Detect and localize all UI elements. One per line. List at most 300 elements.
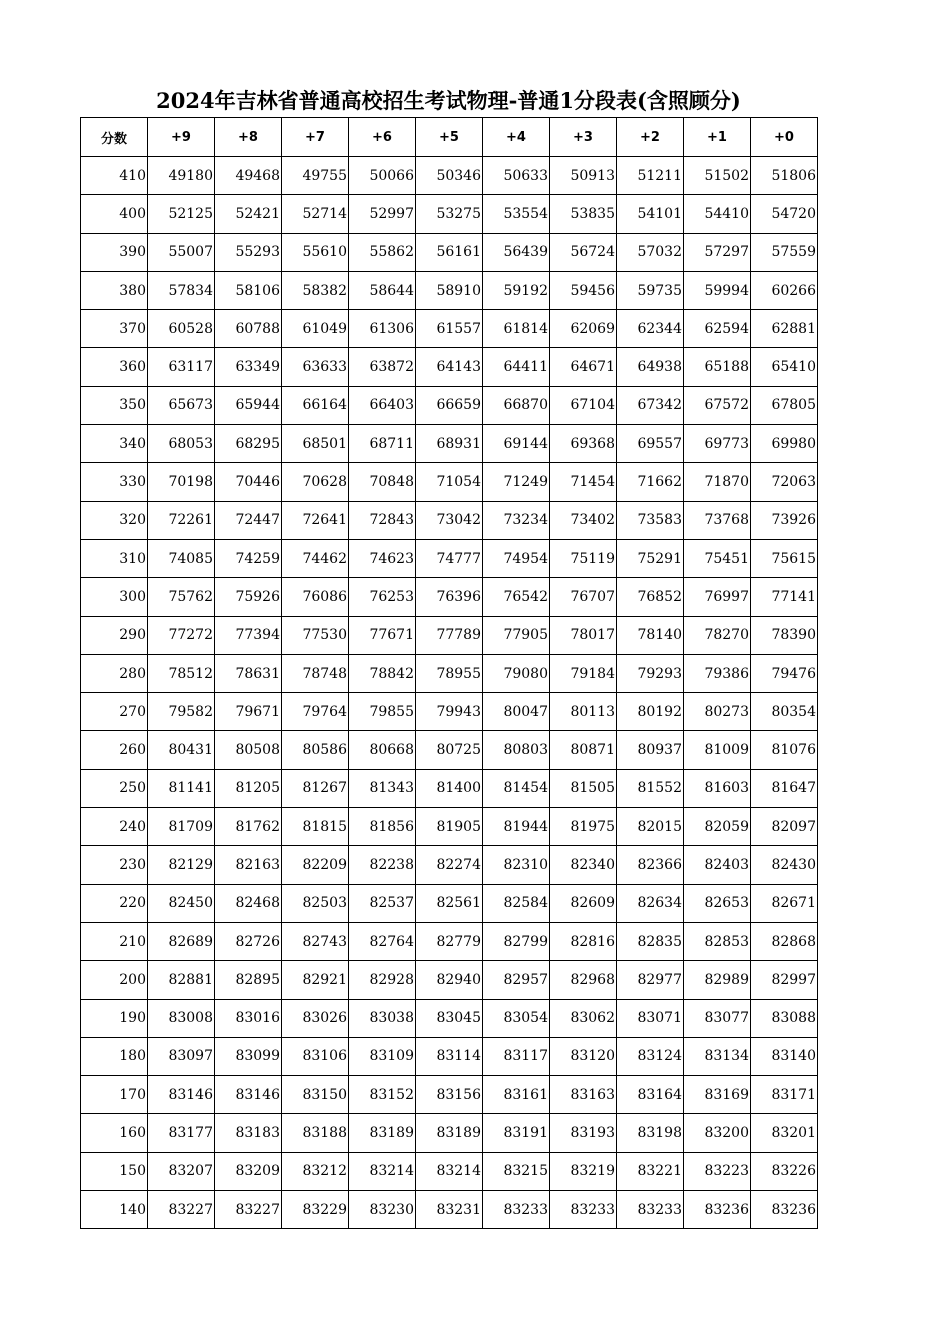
table-row xyxy=(81,731,818,769)
table-row xyxy=(81,1037,818,1075)
table-row xyxy=(81,1152,818,1190)
cumulative-count-cell: 83221 xyxy=(617,1152,684,1190)
column-header-offset: +8 xyxy=(215,118,282,157)
cumulative-count-cell: 80871 xyxy=(550,731,617,769)
cumulative-count-cell: 82835 xyxy=(617,922,684,960)
cumulative-count-cell: 78512 xyxy=(148,654,215,692)
cumulative-count-cell: 81856 xyxy=(349,808,416,846)
cumulative-count-cell: 82853 xyxy=(684,922,751,960)
cumulative-count-cell: 63349 xyxy=(215,348,282,386)
cumulative-count-cell: 83193 xyxy=(550,1114,617,1152)
cumulative-count-cell: 83183 xyxy=(215,1114,282,1152)
score-cell: 170 xyxy=(81,1076,148,1114)
score-distribution-table xyxy=(80,117,818,1229)
cumulative-count-cell: 72843 xyxy=(349,501,416,539)
cumulative-count-cell: 79293 xyxy=(617,654,684,692)
cumulative-count-cell: 66659 xyxy=(416,386,483,424)
cumulative-count-cell: 82537 xyxy=(349,884,416,922)
cumulative-count-cell: 83191 xyxy=(483,1114,550,1152)
cumulative-count-cell: 57297 xyxy=(684,233,751,271)
score-cell: 210 xyxy=(81,922,148,960)
cumulative-count-cell: 83134 xyxy=(684,1037,751,1075)
cumulative-count-cell: 82816 xyxy=(550,922,617,960)
cumulative-count-cell: 82726 xyxy=(215,922,282,960)
score-cell: 190 xyxy=(81,999,148,1037)
cumulative-count-cell: 80937 xyxy=(617,731,684,769)
table-row xyxy=(81,769,818,807)
table-row xyxy=(81,616,818,654)
cumulative-count-cell: 76542 xyxy=(483,578,550,616)
cumulative-count-cell: 82779 xyxy=(416,922,483,960)
cumulative-count-cell: 82895 xyxy=(215,961,282,999)
cumulative-count-cell: 81975 xyxy=(550,808,617,846)
cumulative-count-cell: 79764 xyxy=(282,693,349,731)
cumulative-count-cell: 55007 xyxy=(148,233,215,271)
cumulative-count-cell: 76707 xyxy=(550,578,617,616)
cumulative-count-cell: 57834 xyxy=(148,271,215,309)
cumulative-count-cell: 78748 xyxy=(282,654,349,692)
cumulative-count-cell: 82468 xyxy=(215,884,282,922)
cumulative-count-cell: 79943 xyxy=(416,693,483,731)
cumulative-count-cell: 83106 xyxy=(282,1037,349,1075)
cumulative-count-cell: 66870 xyxy=(483,386,550,424)
cumulative-count-cell: 79386 xyxy=(684,654,751,692)
cumulative-count-cell: 83233 xyxy=(483,1191,550,1229)
cumulative-count-cell: 83214 xyxy=(416,1152,483,1190)
cumulative-count-cell: 83109 xyxy=(349,1037,416,1075)
score-cell: 260 xyxy=(81,731,148,769)
cumulative-count-cell: 82940 xyxy=(416,961,483,999)
cumulative-count-cell: 73768 xyxy=(684,501,751,539)
table-row xyxy=(81,1191,818,1229)
cumulative-count-cell: 82921 xyxy=(282,961,349,999)
cumulative-count-cell: 67104 xyxy=(550,386,617,424)
score-cell: 330 xyxy=(81,463,148,501)
cumulative-count-cell: 62069 xyxy=(550,310,617,348)
cumulative-count-cell: 77789 xyxy=(416,616,483,654)
cumulative-count-cell: 72641 xyxy=(282,501,349,539)
score-cell: 300 xyxy=(81,578,148,616)
table-row xyxy=(81,425,818,463)
cumulative-count-cell: 83146 xyxy=(215,1076,282,1114)
cumulative-count-cell: 49468 xyxy=(215,157,282,195)
cumulative-count-cell: 80354 xyxy=(751,693,818,731)
cumulative-count-cell: 83207 xyxy=(148,1152,215,1190)
score-cell: 240 xyxy=(81,808,148,846)
cumulative-count-cell: 51502 xyxy=(684,157,751,195)
cumulative-count-cell: 78140 xyxy=(617,616,684,654)
cumulative-count-cell: 83054 xyxy=(483,999,550,1037)
cumulative-count-cell: 81343 xyxy=(349,769,416,807)
cumulative-count-cell: 83099 xyxy=(215,1037,282,1075)
table-row xyxy=(81,271,818,309)
cumulative-count-cell: 81141 xyxy=(148,769,215,807)
cumulative-count-cell: 65944 xyxy=(215,386,282,424)
cumulative-count-cell: 60528 xyxy=(148,310,215,348)
cumulative-count-cell: 78631 xyxy=(215,654,282,692)
cumulative-count-cell: 52421 xyxy=(215,195,282,233)
cumulative-count-cell: 83230 xyxy=(349,1191,416,1229)
cumulative-count-cell: 80803 xyxy=(483,731,550,769)
cumulative-count-cell: 66403 xyxy=(349,386,416,424)
cumulative-count-cell: 69980 xyxy=(751,425,818,463)
cumulative-count-cell: 83038 xyxy=(349,999,416,1037)
cumulative-count-cell: 83226 xyxy=(751,1152,818,1190)
column-header-score: 分数 xyxy=(81,118,148,157)
cumulative-count-cell: 68053 xyxy=(148,425,215,463)
cumulative-count-cell: 78955 xyxy=(416,654,483,692)
score-cell: 230 xyxy=(81,846,148,884)
table-row xyxy=(81,501,818,539)
cumulative-count-cell: 83071 xyxy=(617,999,684,1037)
cumulative-count-cell: 82430 xyxy=(751,846,818,884)
table-row xyxy=(81,961,818,999)
table-row xyxy=(81,463,818,501)
cumulative-count-cell: 82310 xyxy=(483,846,550,884)
cumulative-count-cell: 61049 xyxy=(282,310,349,348)
table-row xyxy=(81,195,818,233)
cumulative-count-cell: 65188 xyxy=(684,348,751,386)
cumulative-count-cell: 51806 xyxy=(751,157,818,195)
cumulative-count-cell: 83152 xyxy=(349,1076,416,1114)
cumulative-count-cell: 49180 xyxy=(148,157,215,195)
cumulative-count-cell: 82928 xyxy=(349,961,416,999)
cumulative-count-cell: 81944 xyxy=(483,808,550,846)
cumulative-count-cell: 83062 xyxy=(550,999,617,1037)
cumulative-count-cell: 82653 xyxy=(684,884,751,922)
table-row xyxy=(81,693,818,731)
cumulative-count-cell: 81905 xyxy=(416,808,483,846)
column-header-offset: +9 xyxy=(148,118,215,157)
cumulative-count-cell: 78017 xyxy=(550,616,617,654)
cumulative-count-cell: 82450 xyxy=(148,884,215,922)
cumulative-count-cell: 82129 xyxy=(148,846,215,884)
cumulative-count-cell: 68295 xyxy=(215,425,282,463)
cumulative-count-cell: 82743 xyxy=(282,922,349,960)
table-row xyxy=(81,157,818,195)
score-cell: 350 xyxy=(81,386,148,424)
cumulative-count-cell: 72063 xyxy=(751,463,818,501)
score-cell: 250 xyxy=(81,769,148,807)
cumulative-count-cell: 59994 xyxy=(684,271,751,309)
score-cell: 290 xyxy=(81,616,148,654)
cumulative-count-cell: 82968 xyxy=(550,961,617,999)
cumulative-count-cell: 67572 xyxy=(684,386,751,424)
cumulative-count-cell: 59456 xyxy=(550,271,617,309)
table-row xyxy=(81,348,818,386)
cumulative-count-cell: 82238 xyxy=(349,846,416,884)
cumulative-count-cell: 64938 xyxy=(617,348,684,386)
column-header-offset: +6 xyxy=(349,118,416,157)
cumulative-count-cell: 50346 xyxy=(416,157,483,195)
cumulative-count-cell: 82209 xyxy=(282,846,349,884)
cumulative-count-cell: 73402 xyxy=(550,501,617,539)
table-row xyxy=(81,999,818,1037)
cumulative-count-cell: 58910 xyxy=(416,271,483,309)
cumulative-count-cell: 80431 xyxy=(148,731,215,769)
cumulative-count-cell: 61306 xyxy=(349,310,416,348)
cumulative-count-cell: 82977 xyxy=(617,961,684,999)
cumulative-count-cell: 77272 xyxy=(148,616,215,654)
cumulative-count-cell: 71054 xyxy=(416,463,483,501)
cumulative-count-cell: 58106 xyxy=(215,271,282,309)
column-header-offset: +1 xyxy=(684,118,751,157)
cumulative-count-cell: 80192 xyxy=(617,693,684,731)
cumulative-count-cell: 65410 xyxy=(751,348,818,386)
cumulative-count-cell: 82015 xyxy=(617,808,684,846)
cumulative-count-cell: 53275 xyxy=(416,195,483,233)
cumulative-count-cell: 75926 xyxy=(215,578,282,616)
cumulative-count-cell: 77530 xyxy=(282,616,349,654)
cumulative-count-cell: 82059 xyxy=(684,808,751,846)
cumulative-count-cell: 83236 xyxy=(684,1191,751,1229)
cumulative-count-cell: 83117 xyxy=(483,1037,550,1075)
cumulative-count-cell: 83026 xyxy=(282,999,349,1037)
cumulative-count-cell: 65673 xyxy=(148,386,215,424)
cumulative-count-cell: 78270 xyxy=(684,616,751,654)
cumulative-count-cell: 78390 xyxy=(751,616,818,654)
cumulative-count-cell: 83008 xyxy=(148,999,215,1037)
cumulative-count-cell: 74462 xyxy=(282,539,349,577)
cumulative-count-cell: 83177 xyxy=(148,1114,215,1152)
cumulative-count-cell: 82097 xyxy=(751,808,818,846)
column-header-offset: +5 xyxy=(416,118,483,157)
column-header-offset: +3 xyxy=(550,118,617,157)
cumulative-count-cell: 83140 xyxy=(751,1037,818,1075)
cumulative-count-cell: 52125 xyxy=(148,195,215,233)
score-cell: 320 xyxy=(81,501,148,539)
cumulative-count-cell: 52997 xyxy=(349,195,416,233)
score-cell: 380 xyxy=(81,271,148,309)
cumulative-count-cell: 83236 xyxy=(751,1191,818,1229)
cumulative-count-cell: 83097 xyxy=(148,1037,215,1075)
cumulative-count-cell: 83189 xyxy=(416,1114,483,1152)
cumulative-count-cell: 83120 xyxy=(550,1037,617,1075)
cumulative-count-cell: 83163 xyxy=(550,1076,617,1114)
cumulative-count-cell: 75762 xyxy=(148,578,215,616)
cumulative-count-cell: 83201 xyxy=(751,1114,818,1152)
cumulative-count-cell: 70446 xyxy=(215,463,282,501)
cumulative-count-cell: 76253 xyxy=(349,578,416,616)
cumulative-count-cell: 82340 xyxy=(550,846,617,884)
cumulative-count-cell: 81603 xyxy=(684,769,751,807)
score-cell: 270 xyxy=(81,693,148,731)
table-row xyxy=(81,386,818,424)
cumulative-count-cell: 53554 xyxy=(483,195,550,233)
cumulative-count-cell: 82764 xyxy=(349,922,416,960)
table-row xyxy=(81,233,818,271)
cumulative-count-cell: 83227 xyxy=(215,1191,282,1229)
cumulative-count-cell: 74954 xyxy=(483,539,550,577)
cumulative-count-cell: 83045 xyxy=(416,999,483,1037)
cumulative-count-cell: 82868 xyxy=(751,922,818,960)
cumulative-count-cell: 83233 xyxy=(617,1191,684,1229)
score-cell: 310 xyxy=(81,539,148,577)
cumulative-count-cell: 73926 xyxy=(751,501,818,539)
score-cell: 180 xyxy=(81,1037,148,1075)
cumulative-count-cell: 82989 xyxy=(684,961,751,999)
cumulative-count-cell: 83215 xyxy=(483,1152,550,1190)
cumulative-count-cell: 82609 xyxy=(550,884,617,922)
cumulative-count-cell: 57559 xyxy=(751,233,818,271)
table-row xyxy=(81,1076,818,1114)
cumulative-count-cell: 62344 xyxy=(617,310,684,348)
cumulative-count-cell: 49755 xyxy=(282,157,349,195)
cumulative-count-cell: 81709 xyxy=(148,808,215,846)
cumulative-count-cell: 71249 xyxy=(483,463,550,501)
cumulative-count-cell: 70198 xyxy=(148,463,215,501)
table-row xyxy=(81,846,818,884)
cumulative-count-cell: 80668 xyxy=(349,731,416,769)
cumulative-count-cell: 76086 xyxy=(282,578,349,616)
cumulative-count-cell: 77905 xyxy=(483,616,550,654)
cumulative-count-cell: 61557 xyxy=(416,310,483,348)
cumulative-count-cell: 83150 xyxy=(282,1076,349,1114)
cumulative-count-cell: 81815 xyxy=(282,808,349,846)
cumulative-count-cell: 68931 xyxy=(416,425,483,463)
cumulative-count-cell: 75615 xyxy=(751,539,818,577)
cumulative-count-cell: 60788 xyxy=(215,310,282,348)
cumulative-count-cell: 82366 xyxy=(617,846,684,884)
column-header-offset: +0 xyxy=(751,118,818,157)
cumulative-count-cell: 73583 xyxy=(617,501,684,539)
table-row xyxy=(81,578,818,616)
cumulative-count-cell: 53835 xyxy=(550,195,617,233)
cumulative-count-cell: 80508 xyxy=(215,731,282,769)
cumulative-count-cell: 78842 xyxy=(349,654,416,692)
cumulative-count-cell: 56439 xyxy=(483,233,550,271)
cumulative-count-cell: 66164 xyxy=(282,386,349,424)
cumulative-count-cell: 67342 xyxy=(617,386,684,424)
table-row xyxy=(81,884,818,922)
cumulative-count-cell: 83146 xyxy=(148,1076,215,1114)
score-cell: 400 xyxy=(81,195,148,233)
cumulative-count-cell: 81505 xyxy=(550,769,617,807)
cumulative-count-cell: 75119 xyxy=(550,539,617,577)
cumulative-count-cell: 80725 xyxy=(416,731,483,769)
cumulative-count-cell: 64671 xyxy=(550,348,617,386)
cumulative-count-cell: 72261 xyxy=(148,501,215,539)
cumulative-count-cell: 81647 xyxy=(751,769,818,807)
score-cell: 340 xyxy=(81,425,148,463)
cumulative-count-cell: 80047 xyxy=(483,693,550,731)
cumulative-count-cell: 76852 xyxy=(617,578,684,616)
cumulative-count-cell: 80113 xyxy=(550,693,617,731)
cumulative-count-cell: 79582 xyxy=(148,693,215,731)
score-cell: 370 xyxy=(81,310,148,348)
cumulative-count-cell: 82561 xyxy=(416,884,483,922)
table-row xyxy=(81,922,818,960)
cumulative-count-cell: 67805 xyxy=(751,386,818,424)
column-header-offset: +2 xyxy=(617,118,684,157)
table-row xyxy=(81,808,818,846)
cumulative-count-cell: 83219 xyxy=(550,1152,617,1190)
cumulative-count-cell: 68501 xyxy=(282,425,349,463)
cumulative-count-cell: 82584 xyxy=(483,884,550,922)
cumulative-count-cell: 73234 xyxy=(483,501,550,539)
cumulative-count-cell: 83229 xyxy=(282,1191,349,1229)
cumulative-count-cell: 58382 xyxy=(282,271,349,309)
cumulative-count-cell: 68711 xyxy=(349,425,416,463)
table-row xyxy=(81,1114,818,1152)
cumulative-count-cell: 71870 xyxy=(684,463,751,501)
cumulative-count-cell: 83227 xyxy=(148,1191,215,1229)
cumulative-count-cell: 77141 xyxy=(751,578,818,616)
cumulative-count-cell: 79855 xyxy=(349,693,416,731)
cumulative-count-cell: 69144 xyxy=(483,425,550,463)
cumulative-count-cell: 82274 xyxy=(416,846,483,884)
cumulative-count-cell: 50913 xyxy=(550,157,617,195)
cumulative-count-cell: 82689 xyxy=(148,922,215,960)
cumulative-count-cell: 81267 xyxy=(282,769,349,807)
cumulative-count-cell: 75451 xyxy=(684,539,751,577)
cumulative-count-cell: 82957 xyxy=(483,961,550,999)
cumulative-count-cell: 77394 xyxy=(215,616,282,654)
cumulative-count-cell: 63872 xyxy=(349,348,416,386)
cumulative-count-cell: 55862 xyxy=(349,233,416,271)
cumulative-count-cell: 74259 xyxy=(215,539,282,577)
cumulative-count-cell: 83209 xyxy=(215,1152,282,1190)
cumulative-count-cell: 61814 xyxy=(483,310,550,348)
cumulative-count-cell: 54101 xyxy=(617,195,684,233)
cumulative-count-cell: 69773 xyxy=(684,425,751,463)
page-title: 2024年吉林省普通高校招生考试物理-普通1分段表(含照顾分) xyxy=(156,88,741,113)
cumulative-count-cell: 82881 xyxy=(148,961,215,999)
cumulative-count-cell: 50066 xyxy=(349,157,416,195)
cumulative-count-cell: 64143 xyxy=(416,348,483,386)
cumulative-count-cell: 74085 xyxy=(148,539,215,577)
cumulative-count-cell: 70848 xyxy=(349,463,416,501)
cumulative-count-cell: 72447 xyxy=(215,501,282,539)
score-cell: 200 xyxy=(81,961,148,999)
cumulative-count-cell: 70628 xyxy=(282,463,349,501)
cumulative-count-cell: 83156 xyxy=(416,1076,483,1114)
cumulative-count-cell: 74777 xyxy=(416,539,483,577)
cumulative-count-cell: 55610 xyxy=(282,233,349,271)
cumulative-count-cell: 69368 xyxy=(550,425,617,463)
cumulative-count-cell: 62594 xyxy=(684,310,751,348)
cumulative-count-cell: 79671 xyxy=(215,693,282,731)
cumulative-count-cell: 76396 xyxy=(416,578,483,616)
score-cell: 390 xyxy=(81,233,148,271)
cumulative-count-cell: 64411 xyxy=(483,348,550,386)
score-cell: 360 xyxy=(81,348,148,386)
cumulative-count-cell: 83077 xyxy=(684,999,751,1037)
cumulative-count-cell: 82163 xyxy=(215,846,282,884)
cumulative-count-cell: 83231 xyxy=(416,1191,483,1229)
score-cell: 410 xyxy=(81,157,148,195)
table-body xyxy=(81,157,818,1229)
cumulative-count-cell: 51211 xyxy=(617,157,684,195)
cumulative-count-cell: 82634 xyxy=(617,884,684,922)
cumulative-count-cell: 71454 xyxy=(550,463,617,501)
cumulative-count-cell: 54720 xyxy=(751,195,818,233)
cumulative-count-cell: 82671 xyxy=(751,884,818,922)
cumulative-count-cell: 83189 xyxy=(349,1114,416,1152)
cumulative-count-cell: 83188 xyxy=(282,1114,349,1152)
cumulative-count-cell: 80586 xyxy=(282,731,349,769)
cumulative-count-cell: 82799 xyxy=(483,922,550,960)
score-cell: 280 xyxy=(81,654,148,692)
cumulative-count-cell: 59735 xyxy=(617,271,684,309)
cumulative-count-cell: 83161 xyxy=(483,1076,550,1114)
cumulative-count-cell: 74623 xyxy=(349,539,416,577)
cumulative-count-cell: 83124 xyxy=(617,1037,684,1075)
cumulative-count-cell: 55293 xyxy=(215,233,282,271)
table-header-row xyxy=(81,118,818,157)
cumulative-count-cell: 69557 xyxy=(617,425,684,463)
cumulative-count-cell: 79184 xyxy=(550,654,617,692)
